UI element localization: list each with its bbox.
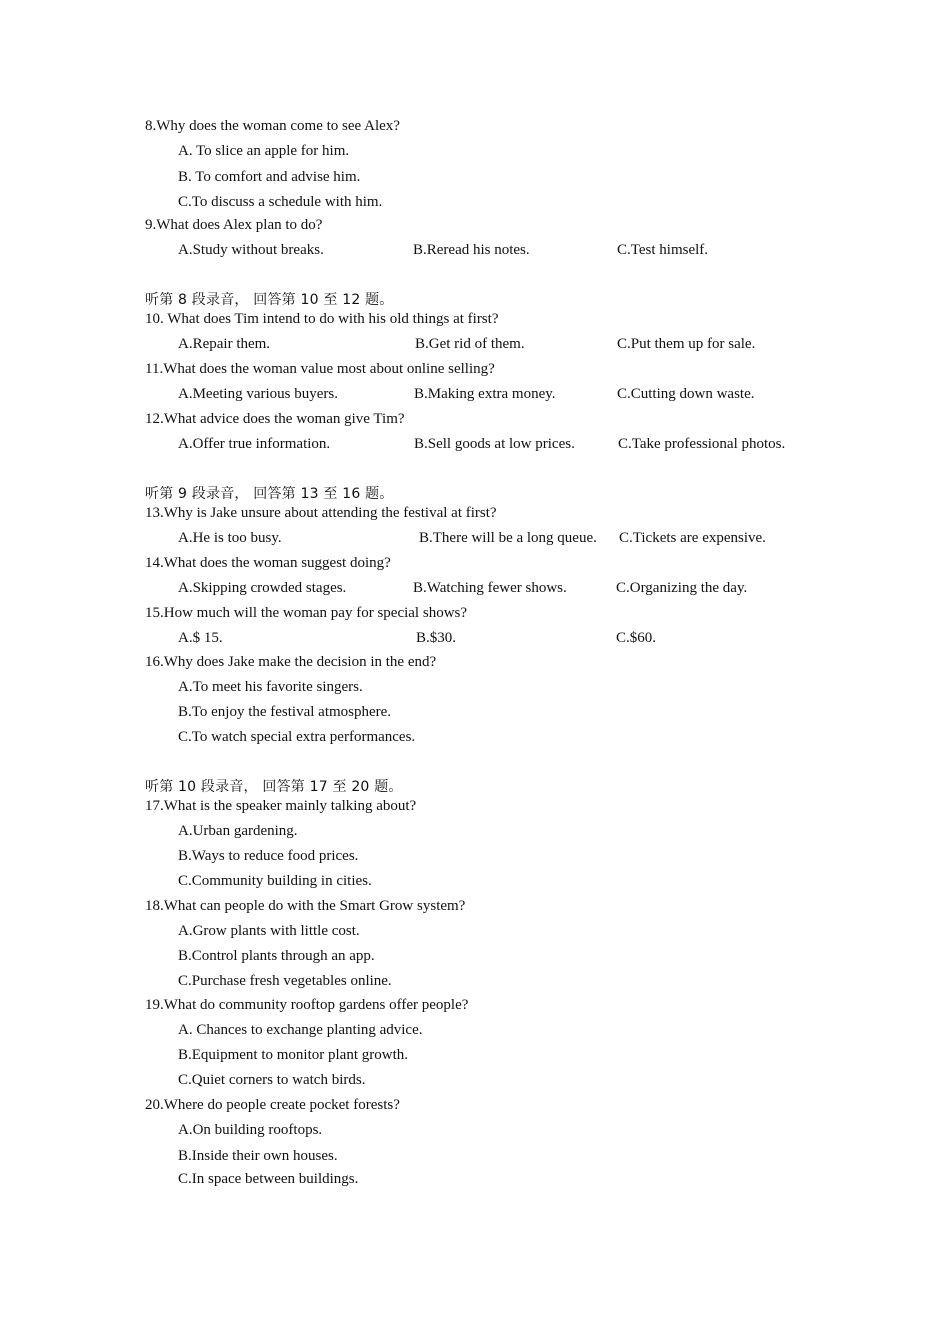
question-16-option-a: A.To meet his favorite singers.: [178, 679, 363, 695]
question-13: 13.Why is Jake unsure about attending the festival at first?: [145, 505, 497, 521]
question-17-option-c: C.Community building in cities.: [178, 873, 372, 889]
question-16-option-c: C.To watch special extra performances.: [178, 729, 416, 745]
question-15-option-c: C.$60.: [616, 630, 657, 646]
question-18-option-a: A.Grow plants with little cost.: [178, 923, 360, 939]
question-12-option-b: B.Sell goods at low prices.: [414, 436, 575, 452]
question-16-option-b: B.To enjoy the festival atmosphere.: [178, 704, 392, 720]
question-10-option-b: B.Get rid of them.: [415, 336, 525, 352]
question-13-option-b: B.There will be a long queue.: [419, 530, 597, 546]
section-8-heading: 听第 8 段录音， 回答第 10 至 12 题。: [145, 292, 394, 308]
question-14-option-c: C.Organizing the day.: [616, 580, 748, 596]
question-19-option-b: B.Equipment to monitor plant growth.: [178, 1047, 408, 1063]
question-17: 17.What is the speaker mainly talking about?: [145, 798, 417, 814]
question-9-option-b: B.Reread his notes.: [413, 242, 530, 258]
question-12: 12.What advice does the woman give Tim?: [145, 411, 405, 427]
question-14-option-b: B.Watching fewer shows.: [413, 580, 567, 596]
question-15: 15.How much will the woman pay for special shows?: [145, 605, 468, 621]
question-8-option-c: C.To discuss a schedule with him.: [178, 194, 383, 210]
question-12-option-a: A.Offer true information.: [178, 436, 331, 452]
question-12-option-c: C.Take professional photos.: [618, 436, 786, 452]
section-10-heading: 听第 10 段录音， 回答第 17 至 20 题。: [145, 779, 403, 795]
question-17-option-b: B.Ways to reduce food prices.: [178, 848, 359, 864]
section-9-heading: 听第 9 段录音， 回答第 13 至 16 题。: [145, 486, 394, 502]
question-19-option-c: C.Quiet corners to watch birds.: [178, 1072, 366, 1088]
question-18-option-b: B.Control plants through an app.: [178, 948, 375, 964]
question-11-option-a: A.Meeting various buyers.: [178, 386, 338, 402]
question-13-option-c: C.Tickets are expensive.: [619, 530, 766, 546]
question-17-option-a: A.Urban gardening.: [178, 823, 298, 839]
question-11-option-b: B.Making extra money.: [414, 386, 556, 402]
question-9: 9.What does Alex plan to do?: [145, 217, 323, 233]
question-20-option-a: A.On building rooftops.: [178, 1122, 323, 1138]
question-9-option-c: C.Test himself.: [617, 242, 709, 258]
question-18: 18.What can people do with the Smart Grow system?: [145, 898, 466, 914]
question-18-option-c: C.Purchase fresh vegetables online.: [178, 973, 392, 989]
question-19: 19.What do community rooftop gardens offer people?: [145, 997, 469, 1013]
question-19-option-a: A. Chances to exchange planting advice.: [178, 1022, 423, 1038]
question-11-option-c: C.Cutting down waste.: [617, 386, 755, 402]
question-13-option-a: A.He is too busy.: [178, 530, 282, 546]
question-15-option-a: A.$ 15.: [178, 630, 223, 646]
question-14-option-a: A.Skipping crowded stages.: [178, 580, 347, 596]
question-20-option-b: B.Inside their own houses.: [178, 1148, 338, 1164]
question-10-option-c: C.Put them up for sale.: [617, 336, 756, 352]
question-8: 8.Why does the woman come to see Alex?: [145, 118, 400, 134]
question-8-option-a: A. To slice an apple for him.: [178, 143, 350, 159]
question-10-option-a: A.Repair them.: [178, 336, 271, 352]
question-15-option-b: B.$30.: [416, 630, 457, 646]
question-20: 20.Where do people create pocket forests?: [145, 1097, 400, 1113]
question-14: 14.What does the woman suggest doing?: [145, 555, 391, 571]
question-16: 16.Why does Jake make the decision in the end?: [145, 654, 437, 670]
question-10: 10. What does Tim intend to do with his old things at first?: [145, 311, 499, 327]
question-9-option-a: A.Study without breaks.: [178, 242, 324, 258]
question-20-option-c: C.In space between buildings.: [178, 1171, 359, 1187]
question-11: 11.What does the woman value most about online selling?: [145, 361, 495, 377]
question-8-option-b: B. To comfort and advise him.: [178, 169, 361, 185]
